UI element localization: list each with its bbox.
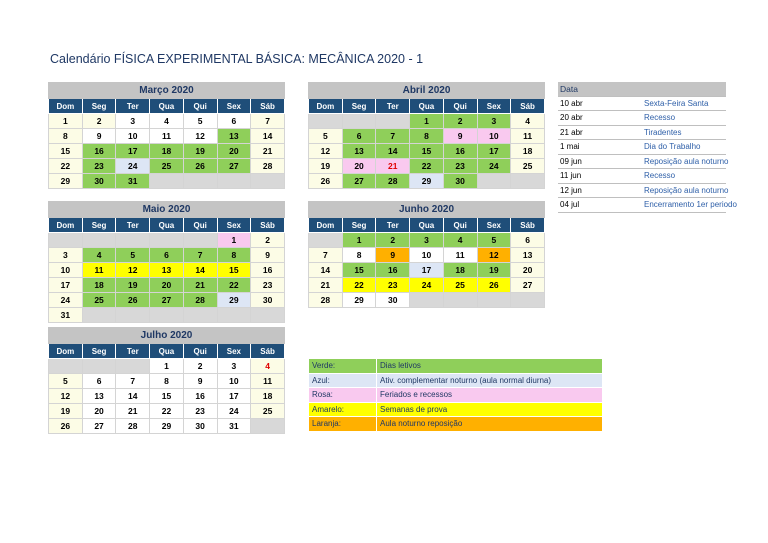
calendar-may [48, 201, 285, 323]
empty-cell [116, 233, 150, 248]
day-cell: 1 [410, 114, 444, 129]
week-row [309, 114, 545, 129]
holiday-row [558, 111, 726, 126]
day-cell: 9 [82, 129, 116, 144]
day-cell: 14 [116, 389, 150, 404]
legend-label: Laranja: [309, 417, 377, 432]
empty-cell [116, 359, 150, 374]
week-row [49, 129, 285, 144]
day-cell: 6 [150, 248, 184, 263]
day-cell: 12 [477, 248, 511, 263]
day-cell: 28 [116, 419, 150, 434]
day-cell: 8 [342, 248, 376, 263]
day-cell: 28 [309, 293, 343, 308]
day-cell: 7 [183, 248, 217, 263]
holiday-row [558, 198, 726, 213]
holiday-date: 11 jun [558, 169, 642, 184]
day-cell: 31 [49, 308, 83, 323]
day-cell: 16 [82, 144, 116, 159]
holiday-event: Sexta-Feira Santa [642, 96, 726, 111]
empty-cell [150, 308, 184, 323]
weekday-header: Sex [217, 218, 251, 233]
week-row [49, 159, 285, 174]
day-cell: 15 [342, 263, 376, 278]
day-cell: 13 [82, 389, 116, 404]
weekday-header: Qua [150, 99, 184, 114]
weekday-header: Qui [183, 99, 217, 114]
day-cell: 18 [82, 278, 116, 293]
weekday-header: Dom [49, 344, 83, 359]
weekday-header: Ter [376, 218, 410, 233]
legend-label: Azul: [309, 373, 377, 388]
day-cell: 3 [410, 233, 444, 248]
day-cell: 19 [309, 159, 343, 174]
day-cell: 18 [511, 144, 545, 159]
day-cell: 18 [443, 263, 477, 278]
holiday-event: Reposição aula noturno [642, 154, 726, 169]
week-row [309, 248, 545, 263]
week-row [309, 263, 545, 278]
empty-cell [150, 174, 184, 189]
day-cell: 26 [116, 293, 150, 308]
color-legend [308, 358, 603, 432]
weekday-header: Dom [49, 99, 83, 114]
day-cell: 13 [511, 248, 545, 263]
day-cell: 15 [150, 389, 184, 404]
day-cell: 10 [217, 374, 251, 389]
day-cell: 1 [217, 233, 251, 248]
weekday-header: Ter [116, 99, 150, 114]
day-cell: 15 [217, 263, 251, 278]
week-row [49, 404, 285, 419]
day-cell: 1 [150, 359, 184, 374]
weekday-header: Ter [116, 218, 150, 233]
empty-cell [251, 174, 285, 189]
day-cell: 31 [217, 419, 251, 434]
day-cell: 23 [376, 278, 410, 293]
week-row [309, 278, 545, 293]
day-cell: 21 [183, 278, 217, 293]
week-row [309, 174, 545, 189]
day-cell: 12 [183, 129, 217, 144]
weekday-header: Sex [217, 344, 251, 359]
day-cell: 24 [49, 293, 83, 308]
empty-cell [82, 308, 116, 323]
day-cell: 1 [342, 233, 376, 248]
day-cell: 26 [183, 159, 217, 174]
day-cell: 24 [217, 404, 251, 419]
holiday-event: Recesso [642, 169, 726, 184]
legend-row [309, 417, 603, 432]
week-row [49, 293, 285, 308]
day-cell: 16 [443, 144, 477, 159]
holidays-header: Data [558, 82, 726, 96]
day-cell: 26 [309, 174, 343, 189]
weekday-header: Qui [183, 218, 217, 233]
day-cell: 2 [443, 114, 477, 129]
day-cell: 4 [82, 248, 116, 263]
weekday-header: Dom [49, 218, 83, 233]
weekday-header: Dom [309, 99, 343, 114]
weekday-header: Seg [342, 218, 376, 233]
day-cell: 5 [309, 129, 343, 144]
day-cell: 30 [376, 293, 410, 308]
day-cell: 27 [217, 159, 251, 174]
day-cell: 23 [82, 159, 116, 174]
day-cell: 23 [183, 404, 217, 419]
weekday-header: Sex [477, 218, 511, 233]
day-cell: 6 [217, 114, 251, 129]
day-cell: 10 [477, 129, 511, 144]
day-cell: 29 [49, 174, 83, 189]
day-cell: 1 [49, 114, 83, 129]
week-row [49, 263, 285, 278]
legend-row [309, 402, 603, 417]
empty-cell [183, 174, 217, 189]
day-cell: 2 [82, 114, 116, 129]
day-cell: 26 [477, 278, 511, 293]
calendar-march [48, 82, 285, 189]
holiday-row [558, 154, 726, 169]
holiday-date: 12 jun [558, 183, 642, 198]
weekday-header: Seg [82, 344, 116, 359]
weekday-header: Ter [376, 99, 410, 114]
day-cell: 13 [217, 129, 251, 144]
weekday-header: Qui [443, 99, 477, 114]
weekday-header: Seg [82, 99, 116, 114]
day-cell: 16 [183, 389, 217, 404]
day-cell: 20 [511, 263, 545, 278]
day-cell: 20 [217, 144, 251, 159]
empty-cell [477, 293, 511, 308]
day-cell: 14 [183, 263, 217, 278]
day-cell: 22 [217, 278, 251, 293]
empty-cell [217, 174, 251, 189]
day-cell: 11 [251, 374, 285, 389]
legend-row [309, 373, 603, 388]
day-cell: 30 [183, 419, 217, 434]
holiday-event: Tiradentes [642, 125, 726, 140]
week-row [49, 278, 285, 293]
legend-label: Amarelo: [309, 402, 377, 417]
day-cell: 30 [443, 174, 477, 189]
calendar-june [308, 201, 545, 308]
day-cell: 7 [116, 374, 150, 389]
day-cell: 28 [376, 174, 410, 189]
day-cell: 9 [443, 129, 477, 144]
day-cell: 9 [183, 374, 217, 389]
day-cell: 22 [49, 159, 83, 174]
month-title: Março 2020 [49, 83, 285, 99]
holiday-date: 21 abr [558, 125, 642, 140]
empty-cell [511, 174, 545, 189]
holiday-row [558, 183, 726, 198]
week-row [49, 419, 285, 434]
day-cell: 29 [342, 293, 376, 308]
weekday-header: Ter [116, 344, 150, 359]
empty-cell [150, 233, 184, 248]
calendar-july [48, 327, 285, 434]
day-cell: 18 [251, 389, 285, 404]
day-cell: 8 [410, 129, 444, 144]
empty-cell [477, 174, 511, 189]
day-cell: 7 [251, 114, 285, 129]
empty-cell [116, 308, 150, 323]
day-cell: 4 [511, 114, 545, 129]
day-cell: 3 [49, 248, 83, 263]
day-cell: 7 [376, 129, 410, 144]
holiday-date: 09 jun [558, 154, 642, 169]
weekday-header: Seg [82, 218, 116, 233]
day-cell: 20 [82, 404, 116, 419]
day-cell: 20 [342, 159, 376, 174]
weekday-header: Qui [443, 218, 477, 233]
day-cell: 5 [49, 374, 83, 389]
day-cell: 3 [477, 114, 511, 129]
day-cell: 8 [150, 374, 184, 389]
day-cell: 4 [150, 114, 184, 129]
weekday-header: Qua [150, 218, 184, 233]
day-cell: 22 [410, 159, 444, 174]
day-cell: 19 [49, 404, 83, 419]
empty-cell [511, 293, 545, 308]
legend-row [309, 359, 603, 374]
day-cell: 5 [477, 233, 511, 248]
holiday-event: Encerramento 1er periodo [642, 198, 726, 213]
day-cell: 8 [217, 248, 251, 263]
day-cell: 11 [82, 263, 116, 278]
day-cell: 12 [309, 144, 343, 159]
day-cell: 17 [49, 278, 83, 293]
day-cell: 11 [150, 129, 184, 144]
weekday-header: Dom [309, 218, 343, 233]
day-cell: 24 [410, 278, 444, 293]
day-cell: 25 [443, 278, 477, 293]
empty-cell [376, 114, 410, 129]
empty-cell [410, 293, 444, 308]
day-cell: 16 [251, 263, 285, 278]
day-cell: 17 [116, 144, 150, 159]
day-cell: 6 [82, 374, 116, 389]
holiday-event: Recesso [642, 111, 726, 126]
holiday-date: 10 abr [558, 96, 642, 111]
day-cell: 14 [251, 129, 285, 144]
day-cell: 26 [49, 419, 83, 434]
holiday-row [558, 125, 726, 140]
day-cell: 2 [183, 359, 217, 374]
calendar-april [308, 82, 545, 189]
holiday-event: Reposição aula noturno [642, 183, 726, 198]
month-title: Abril 2020 [309, 83, 545, 99]
empty-cell [443, 293, 477, 308]
holiday-row [558, 169, 726, 184]
day-cell: 24 [477, 159, 511, 174]
week-row [309, 233, 545, 248]
legend-label: Verde: [309, 359, 377, 374]
day-cell: 18 [150, 144, 184, 159]
weekday-header: Sex [477, 99, 511, 114]
day-cell: 21 [376, 159, 410, 174]
day-cell: 5 [183, 114, 217, 129]
week-row [49, 144, 285, 159]
empty-cell [251, 419, 285, 434]
empty-cell [251, 308, 285, 323]
day-cell: 12 [49, 389, 83, 404]
day-cell: 25 [251, 404, 285, 419]
weekday-header: Sex [217, 99, 251, 114]
day-cell: 15 [410, 144, 444, 159]
day-cell: 17 [410, 263, 444, 278]
day-cell: 22 [342, 278, 376, 293]
week-row [49, 308, 285, 323]
day-cell: 29 [217, 293, 251, 308]
weekday-header: Sáb [251, 344, 285, 359]
day-cell: 25 [150, 159, 184, 174]
day-cell: 19 [116, 278, 150, 293]
week-row [49, 233, 285, 248]
day-cell: 11 [511, 129, 545, 144]
empty-cell [82, 233, 116, 248]
week-row [309, 144, 545, 159]
day-cell: 28 [251, 159, 285, 174]
day-cell: 6 [342, 129, 376, 144]
day-cell: 15 [49, 144, 83, 159]
weekday-header: Qua [410, 218, 444, 233]
empty-cell [342, 114, 376, 129]
week-row [49, 359, 285, 374]
legend-description: Ativ. complementar noturno (aula normal diurna) [377, 373, 603, 388]
empty-cell [49, 359, 83, 374]
month-title: Maio 2020 [49, 202, 285, 218]
weekday-header: Seg [342, 99, 376, 114]
day-cell: 27 [150, 293, 184, 308]
day-cell: 7 [309, 248, 343, 263]
weekday-header: Qui [183, 344, 217, 359]
week-row [49, 114, 285, 129]
holiday-date: 20 abr [558, 111, 642, 126]
day-cell: 10 [116, 129, 150, 144]
empty-cell [309, 114, 343, 129]
empty-cell [183, 308, 217, 323]
weekday-header: Sáb [251, 99, 285, 114]
empty-cell [183, 233, 217, 248]
empty-cell [82, 359, 116, 374]
holiday-row [558, 140, 726, 155]
day-cell: 21 [309, 278, 343, 293]
day-cell: 16 [376, 263, 410, 278]
day-cell: 19 [183, 144, 217, 159]
day-cell: 13 [342, 144, 376, 159]
legend-description: Aula noturno reposição [377, 417, 603, 432]
day-cell: 22 [150, 404, 184, 419]
day-cell: 28 [183, 293, 217, 308]
day-cell: 27 [342, 174, 376, 189]
holiday-date: 1 mai [558, 140, 642, 155]
week-row [309, 129, 545, 144]
week-row [49, 374, 285, 389]
weekday-header: Sáb [251, 218, 285, 233]
day-cell: 11 [443, 248, 477, 263]
empty-cell [309, 233, 343, 248]
legend-description: Dias letivos [377, 359, 603, 374]
day-cell: 27 [511, 278, 545, 293]
holiday-event: Dia do Trabalho [642, 140, 726, 155]
day-cell: 4 [443, 233, 477, 248]
day-cell: 19 [477, 263, 511, 278]
day-cell: 9 [251, 248, 285, 263]
week-row [49, 174, 285, 189]
day-cell: 8 [49, 129, 83, 144]
day-cell: 2 [376, 233, 410, 248]
day-cell: 23 [251, 278, 285, 293]
weekday-header: Qua [150, 344, 184, 359]
day-cell: 5 [116, 248, 150, 263]
legend-label: Rosa: [309, 388, 377, 403]
week-row [309, 159, 545, 174]
day-cell: 4 [251, 359, 285, 374]
holiday-row [558, 96, 726, 111]
day-cell: 31 [116, 174, 150, 189]
weekday-header: Sáb [511, 99, 545, 114]
day-cell: 25 [511, 159, 545, 174]
day-cell: 17 [477, 144, 511, 159]
legend-description: Feriados e recessos [377, 388, 603, 403]
day-cell: 13 [150, 263, 184, 278]
day-cell: 10 [49, 263, 83, 278]
day-cell: 25 [82, 293, 116, 308]
legend-row [309, 388, 603, 403]
day-cell: 30 [82, 174, 116, 189]
day-cell: 14 [309, 263, 343, 278]
week-row [309, 293, 545, 308]
day-cell: 2 [251, 233, 285, 248]
day-cell: 29 [150, 419, 184, 434]
legend-description: Semanas de prova [377, 402, 603, 417]
day-cell: 12 [116, 263, 150, 278]
day-cell: 29 [410, 174, 444, 189]
day-cell: 14 [376, 144, 410, 159]
day-cell: 24 [116, 159, 150, 174]
day-cell: 23 [443, 159, 477, 174]
month-title: Julho 2020 [49, 328, 285, 344]
empty-cell [217, 308, 251, 323]
day-cell: 6 [511, 233, 545, 248]
month-title: Junho 2020 [309, 202, 545, 218]
page-title: Calendário FÍSICA EXPERIMENTAL BÁSICA: MECÂNICA 2020 - 1 [50, 52, 424, 66]
holidays-table [558, 82, 737, 213]
day-cell: 3 [217, 359, 251, 374]
day-cell: 10 [410, 248, 444, 263]
day-cell: 20 [150, 278, 184, 293]
week-row [49, 389, 285, 404]
holiday-date: 04 jul [558, 198, 642, 213]
week-row [49, 248, 285, 263]
empty-cell [49, 233, 83, 248]
day-cell: 21 [251, 144, 285, 159]
day-cell: 21 [116, 404, 150, 419]
day-cell: 17 [217, 389, 251, 404]
weekday-header: Qua [410, 99, 444, 114]
day-cell: 3 [116, 114, 150, 129]
weekday-header: Sáb [511, 218, 545, 233]
day-cell: 27 [82, 419, 116, 434]
day-cell: 30 [251, 293, 285, 308]
day-cell: 9 [376, 248, 410, 263]
